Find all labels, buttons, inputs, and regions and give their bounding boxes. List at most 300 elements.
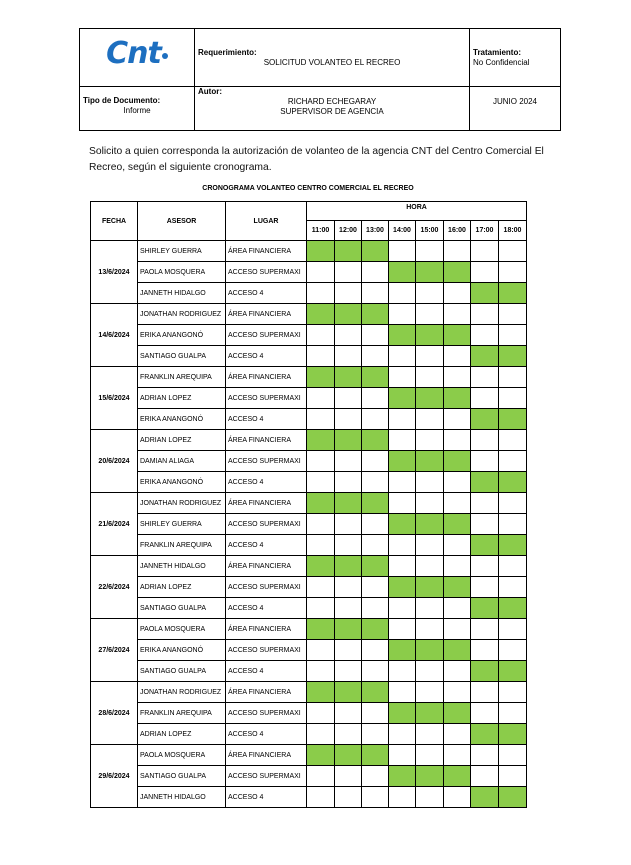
lugar-cell: ACCESO SUPERMAXI: [226, 388, 307, 409]
slot-cell-empty: [307, 766, 335, 787]
slot-cell-empty: [444, 367, 471, 388]
date-cell: 14/6/2024: [91, 304, 138, 367]
slot-cell-empty: [471, 556, 499, 577]
slot-cell-empty: [335, 514, 362, 535]
slot-cell-empty: [335, 724, 362, 745]
slot-cell-empty: [416, 745, 444, 766]
slot-cell-empty: [471, 703, 499, 724]
lugar-cell: ÁREA FINANCIERA: [226, 493, 307, 514]
slot-cell-assigned: [444, 766, 471, 787]
asesor-cell: PAOLA MOSQUERA: [138, 619, 226, 640]
slot-cell-empty: [389, 787, 416, 808]
slot-cell-empty: [389, 430, 416, 451]
slot-cell-empty: [471, 640, 499, 661]
slot-cell-assigned: [307, 430, 335, 451]
asesor-cell: JONATHAN RODRIGUEZ: [138, 493, 226, 514]
asesor-cell: ERIKA ANANGONÓ: [138, 325, 226, 346]
lugar-cell: ACCESO SUPERMAXI: [226, 640, 307, 661]
slot-cell-empty: [307, 640, 335, 661]
date-cell: 29/6/2024: [91, 745, 138, 808]
slot-cell-empty: [362, 640, 389, 661]
table-row: [91, 493, 527, 514]
slot-cell-empty: [499, 430, 527, 451]
slot-cell-empty: [389, 241, 416, 262]
slot-cell-empty: [416, 724, 444, 745]
slot-cell-assigned: [362, 367, 389, 388]
autor-name: RICHARD ECHEGARAY: [287, 97, 377, 106]
slot-cell-empty: [471, 493, 499, 514]
asesor-cell: ADRIAN LOPEZ: [138, 577, 226, 598]
slot-cell-empty: [307, 577, 335, 598]
hour-header: 12:00: [335, 221, 362, 241]
slot-cell-empty: [444, 493, 471, 514]
slot-cell-empty: [444, 556, 471, 577]
slot-cell-assigned: [499, 598, 527, 619]
table-row: [91, 430, 527, 451]
slot-cell-empty: [471, 430, 499, 451]
lugar-cell: ÁREA FINANCIERA: [226, 304, 307, 325]
slot-cell-empty: [307, 535, 335, 556]
logo-dot-icon: [162, 53, 168, 59]
slot-cell-assigned: [416, 640, 444, 661]
slot-cell-empty: [307, 514, 335, 535]
slot-cell-empty: [335, 766, 362, 787]
lugar-cell: ACCESO SUPERMAXI: [226, 766, 307, 787]
slot-cell-assigned: [444, 451, 471, 472]
table-row: [91, 640, 527, 661]
slot-cell-assigned: [389, 262, 416, 283]
slot-cell-empty: [471, 619, 499, 640]
slot-cell-empty: [444, 409, 471, 430]
slot-cell-empty: [416, 472, 444, 493]
hour-header: 13:00: [362, 221, 389, 241]
slot-cell-assigned: [471, 409, 499, 430]
tratamiento-value: No Confidencial: [473, 58, 530, 67]
slot-cell-empty: [362, 577, 389, 598]
slot-cell-assigned: [389, 577, 416, 598]
hora-header: HORA: [307, 202, 527, 221]
slot-cell-empty: [389, 724, 416, 745]
slot-cell-empty: [499, 262, 527, 283]
slot-cell-assigned: [362, 682, 389, 703]
table-row: [91, 661, 527, 682]
slot-cell-empty: [499, 766, 527, 787]
autor-role: SUPERVISOR DE AGENCIA: [280, 107, 384, 116]
slot-cell-assigned: [416, 451, 444, 472]
slot-cell-assigned: [307, 241, 335, 262]
slot-cell-assigned: [362, 430, 389, 451]
asesor-cell: JONATHAN RODRIGUEZ: [138, 304, 226, 325]
slot-cell-assigned: [362, 745, 389, 766]
date-cell: 20/6/2024: [91, 430, 138, 493]
slot-cell-empty: [444, 283, 471, 304]
slot-cell-assigned: [416, 388, 444, 409]
date-cell: 22/6/2024: [91, 556, 138, 619]
table-row: [91, 367, 527, 388]
tipo-documento-value: Informe: [123, 106, 151, 115]
intro-paragraph: Solicito a quien corresponda la autorización de volanteo de la agencia CNT del Centro Comercial El Recreo, según el siguiente cronograma.: [89, 146, 544, 173]
slot-cell-empty: [362, 703, 389, 724]
slot-cell-empty: [444, 682, 471, 703]
asesor-cell: FRANKLIN AREQUIPA: [138, 535, 226, 556]
tratamiento-cell: [470, 29, 561, 87]
lugar-cell: ÁREA FINANCIERA: [226, 619, 307, 640]
tipo-documento-cell: [80, 87, 195, 131]
slot-cell-empty: [362, 262, 389, 283]
slot-cell-assigned: [335, 430, 362, 451]
slot-cell-assigned: [444, 703, 471, 724]
slot-cell-empty: [389, 535, 416, 556]
hour-header: 14:00: [389, 221, 416, 241]
slot-cell-empty: [389, 661, 416, 682]
table-row: [91, 682, 527, 703]
table-row: [91, 241, 527, 262]
slot-cell-empty: [444, 346, 471, 367]
slot-cell-empty: [416, 409, 444, 430]
slot-cell-assigned: [471, 283, 499, 304]
slot-cell-empty: [416, 661, 444, 682]
slot-cell-empty: [362, 661, 389, 682]
table-row: [91, 766, 527, 787]
tratamiento-label: Tratamiento:: [473, 48, 522, 57]
table-row: [91, 535, 527, 556]
hour-header: 15:00: [416, 221, 444, 241]
lugar-cell: ÁREA FINANCIERA: [226, 430, 307, 451]
slot-cell-empty: [362, 283, 389, 304]
slot-cell-empty: [416, 598, 444, 619]
lugar-cell: ÁREA FINANCIERA: [226, 556, 307, 577]
slot-cell-empty: [362, 451, 389, 472]
slot-cell-empty: [499, 619, 527, 640]
slot-cell-assigned: [389, 640, 416, 661]
slot-cell-empty: [362, 598, 389, 619]
slot-cell-empty: [444, 787, 471, 808]
slot-cell-assigned: [335, 745, 362, 766]
table-row: [91, 283, 527, 304]
slot-cell-empty: [307, 787, 335, 808]
slot-cell-assigned: [389, 325, 416, 346]
date-cell: 21/6/2024: [91, 493, 138, 556]
slot-cell-empty: [499, 451, 527, 472]
slot-cell-empty: [389, 745, 416, 766]
slot-cell-empty: [471, 766, 499, 787]
slot-cell-empty: [499, 577, 527, 598]
slot-cell-assigned: [416, 514, 444, 535]
slot-cell-empty: [471, 262, 499, 283]
slot-cell-assigned: [362, 619, 389, 640]
asesor-cell: SHIRLEY GUERRA: [138, 514, 226, 535]
slot-cell-empty: [471, 514, 499, 535]
slot-cell-empty: [335, 577, 362, 598]
slot-cell-assigned: [389, 766, 416, 787]
slot-cell-empty: [335, 472, 362, 493]
table-row: [91, 787, 527, 808]
slot-cell-empty: [499, 514, 527, 535]
slot-cell-empty: [499, 367, 527, 388]
slot-cell-assigned: [499, 346, 527, 367]
slot-cell-empty: [389, 493, 416, 514]
slot-cell-assigned: [389, 514, 416, 535]
slot-cell-assigned: [471, 472, 499, 493]
slot-cell-empty: [499, 745, 527, 766]
slot-cell-empty: [362, 787, 389, 808]
lugar-cell: ACCESO 4: [226, 472, 307, 493]
asesor-cell: ERIKA ANANGONÓ: [138, 640, 226, 661]
requerimiento-label: Requerimiento:: [198, 48, 257, 57]
slot-cell-empty: [389, 283, 416, 304]
slot-cell-empty: [471, 367, 499, 388]
slot-cell-assigned: [444, 577, 471, 598]
slot-cell-empty: [389, 682, 416, 703]
slot-cell-empty: [335, 346, 362, 367]
table-row: [91, 346, 527, 367]
lugar-cell: ACCESO SUPERMAXI: [226, 325, 307, 346]
asesor-cell: ERIKA ANANGONÓ: [138, 409, 226, 430]
slot-cell-assigned: [362, 241, 389, 262]
asesor-header: ASESOR: [138, 202, 226, 241]
slot-cell-empty: [307, 472, 335, 493]
table-row: [91, 703, 527, 724]
cnt-logo: Cnt: [106, 36, 161, 71]
slot-cell-empty: [471, 241, 499, 262]
slot-cell-assigned: [499, 787, 527, 808]
slot-cell-empty: [335, 262, 362, 283]
asesor-cell: JANNETH HIDALGO: [138, 787, 226, 808]
slot-cell-assigned: [471, 535, 499, 556]
slot-cell-empty: [499, 640, 527, 661]
slot-cell-empty: [307, 262, 335, 283]
slot-cell-empty: [416, 682, 444, 703]
slot-cell-empty: [444, 661, 471, 682]
table-row: [91, 598, 527, 619]
asesor-cell: SANTIAGO GUALPA: [138, 598, 226, 619]
date-cell: [470, 87, 561, 131]
slot-cell-empty: [499, 493, 527, 514]
slot-cell-empty: [389, 472, 416, 493]
date-cell: 27/6/2024: [91, 619, 138, 682]
slot-cell-assigned: [444, 325, 471, 346]
hour-header: 17:00: [471, 221, 499, 241]
slot-cell-empty: [389, 409, 416, 430]
slot-cell-empty: [335, 283, 362, 304]
slot-cell-assigned: [499, 661, 527, 682]
slot-cell-empty: [335, 703, 362, 724]
slot-cell-empty: [416, 346, 444, 367]
lugar-cell: ACCESO SUPERMAXI: [226, 577, 307, 598]
lugar-cell: ACCESO 4: [226, 724, 307, 745]
lugar-cell: ACCESO 4: [226, 409, 307, 430]
table-row: [91, 262, 527, 283]
asesor-cell: ADRIAN LOPEZ: [138, 430, 226, 451]
slot-cell-assigned: [444, 514, 471, 535]
lugar-cell: ACCESO SUPERMAXI: [226, 451, 307, 472]
slot-cell-empty: [389, 556, 416, 577]
slot-cell-empty: [335, 535, 362, 556]
slot-cell-empty: [307, 598, 335, 619]
asesor-cell: JANNETH HIDALGO: [138, 283, 226, 304]
asesor-cell: PAOLA MOSQUERA: [138, 745, 226, 766]
lugar-cell: ÁREA FINANCIERA: [226, 682, 307, 703]
slot-cell-assigned: [471, 346, 499, 367]
slot-cell-empty: [389, 346, 416, 367]
slot-cell-empty: [471, 325, 499, 346]
slot-cell-empty: [307, 724, 335, 745]
tipo-documento-label: Tipo de Documento:: [83, 96, 161, 105]
slot-cell-empty: [335, 325, 362, 346]
asesor-cell: FRANKLIN AREQUIPA: [138, 703, 226, 724]
slot-cell-empty: [416, 787, 444, 808]
slot-cell-empty: [389, 598, 416, 619]
lugar-cell: ACCESO SUPERMAXI: [226, 703, 307, 724]
asesor-cell: JONATHAN RODRIGUEZ: [138, 682, 226, 703]
asesor-cell: SANTIAGO GUALPA: [138, 346, 226, 367]
slot-cell-assigned: [416, 262, 444, 283]
fecha-header: FECHA: [91, 202, 138, 241]
slot-cell-assigned: [471, 787, 499, 808]
table-row: [91, 514, 527, 535]
table-row: [91, 451, 527, 472]
slot-cell-empty: [362, 724, 389, 745]
slot-cell-empty: [389, 367, 416, 388]
slot-cell-empty: [416, 367, 444, 388]
schedule-title: CRONOGRAMA VOLANTEO CENTRO COMERCIAL EL RECREO: [202, 185, 414, 192]
slot-cell-empty: [471, 451, 499, 472]
slot-cell-empty: [335, 598, 362, 619]
slot-cell-empty: [362, 766, 389, 787]
asesor-cell: FRANKLIN AREQUIPA: [138, 367, 226, 388]
schedule-body: [91, 241, 527, 808]
slot-cell-assigned: [471, 598, 499, 619]
slot-cell-assigned: [335, 241, 362, 262]
slot-cell-empty: [444, 304, 471, 325]
slot-cell-empty: [335, 787, 362, 808]
hour-header: 16:00: [444, 221, 471, 241]
slot-cell-assigned: [335, 556, 362, 577]
slot-cell-empty: [416, 283, 444, 304]
slot-cell-empty: [416, 535, 444, 556]
slot-cell-assigned: [499, 472, 527, 493]
date-cell: 15/6/2024: [91, 367, 138, 430]
autor-cell: [195, 87, 470, 131]
slot-cell-empty: [444, 745, 471, 766]
slot-cell-empty: [416, 619, 444, 640]
slot-cell-empty: [499, 325, 527, 346]
slot-cell-empty: [471, 745, 499, 766]
slot-cell-empty: [335, 640, 362, 661]
asesor-cell: JANNETH HIDALGO: [138, 556, 226, 577]
slot-cell-empty: [335, 661, 362, 682]
asesor-cell: PAOLA MOSQUERA: [138, 262, 226, 283]
asesor-cell: ADRIAN LOPEZ: [138, 724, 226, 745]
slot-cell-empty: [471, 304, 499, 325]
slot-cell-assigned: [416, 577, 444, 598]
lugar-cell: ACCESO 4: [226, 283, 307, 304]
slot-cell-empty: [499, 241, 527, 262]
slot-cell-assigned: [307, 304, 335, 325]
document-header: [79, 28, 561, 131]
hour-header: 18:00: [499, 221, 527, 241]
slot-cell-empty: [416, 493, 444, 514]
slot-cell-empty: [444, 724, 471, 745]
slot-cell-assigned: [389, 703, 416, 724]
slot-cell-assigned: [499, 409, 527, 430]
slot-cell-empty: [362, 325, 389, 346]
lugar-cell: ÁREA FINANCIERA: [226, 745, 307, 766]
slot-cell-assigned: [362, 493, 389, 514]
autor-label: Autor:: [198, 87, 222, 96]
table-row: [91, 325, 527, 346]
slot-cell-assigned: [389, 388, 416, 409]
asesor-cell: ADRIAN LOPEZ: [138, 388, 226, 409]
slot-cell-empty: [471, 577, 499, 598]
slot-cell-assigned: [335, 682, 362, 703]
slot-cell-assigned: [389, 451, 416, 472]
slot-cell-empty: [362, 514, 389, 535]
table-row: [91, 556, 527, 577]
slot-cell-empty: [444, 598, 471, 619]
lugar-header: LUGAR: [226, 202, 307, 241]
table-row: [91, 577, 527, 598]
slot-cell-assigned: [335, 367, 362, 388]
slot-cell-assigned: [499, 535, 527, 556]
asesor-cell: DAMIAN ALIAGA: [138, 451, 226, 472]
slot-cell-assigned: [499, 724, 527, 745]
lugar-cell: ACCESO SUPERMAXI: [226, 514, 307, 535]
slot-cell-empty: [362, 535, 389, 556]
slot-cell-assigned: [416, 766, 444, 787]
slot-cell-assigned: [362, 556, 389, 577]
slot-cell-empty: [335, 451, 362, 472]
asesor-cell: ERIKA ANANGONÓ: [138, 472, 226, 493]
lugar-cell: ACCESO 4: [226, 535, 307, 556]
slot-cell-assigned: [307, 619, 335, 640]
slot-cell-empty: [499, 304, 527, 325]
slot-cell-assigned: [444, 262, 471, 283]
schedule-table: [90, 201, 527, 808]
slot-cell-empty: [444, 430, 471, 451]
table-row: [91, 619, 527, 640]
table-row: [91, 388, 527, 409]
slot-cell-assigned: [499, 283, 527, 304]
slot-cell-empty: [335, 388, 362, 409]
slot-cell-empty: [389, 619, 416, 640]
slot-cell-empty: [362, 409, 389, 430]
slot-cell-empty: [416, 304, 444, 325]
slot-cell-empty: [444, 241, 471, 262]
slot-cell-empty: [307, 388, 335, 409]
lugar-cell: ACCESO 4: [226, 661, 307, 682]
slot-cell-empty: [307, 451, 335, 472]
slot-cell-empty: [389, 304, 416, 325]
slot-cell-assigned: [307, 367, 335, 388]
requerimiento-cell: [195, 29, 470, 87]
slot-cell-empty: [499, 703, 527, 724]
slot-cell-assigned: [416, 703, 444, 724]
lugar-cell: ÁREA FINANCIERA: [226, 367, 307, 388]
slot-cell-empty: [307, 346, 335, 367]
slot-cell-empty: [499, 682, 527, 703]
lugar-cell: ACCESO 4: [226, 598, 307, 619]
slot-cell-assigned: [335, 304, 362, 325]
slot-cell-empty: [335, 409, 362, 430]
slot-cell-assigned: [307, 556, 335, 577]
lugar-cell: ACCESO 4: [226, 346, 307, 367]
slot-cell-empty: [307, 409, 335, 430]
slot-cell-empty: [307, 325, 335, 346]
asesor-cell: SANTIAGO GUALPA: [138, 661, 226, 682]
slot-cell-assigned: [444, 388, 471, 409]
document-date: JUNIO 2024: [492, 97, 538, 106]
